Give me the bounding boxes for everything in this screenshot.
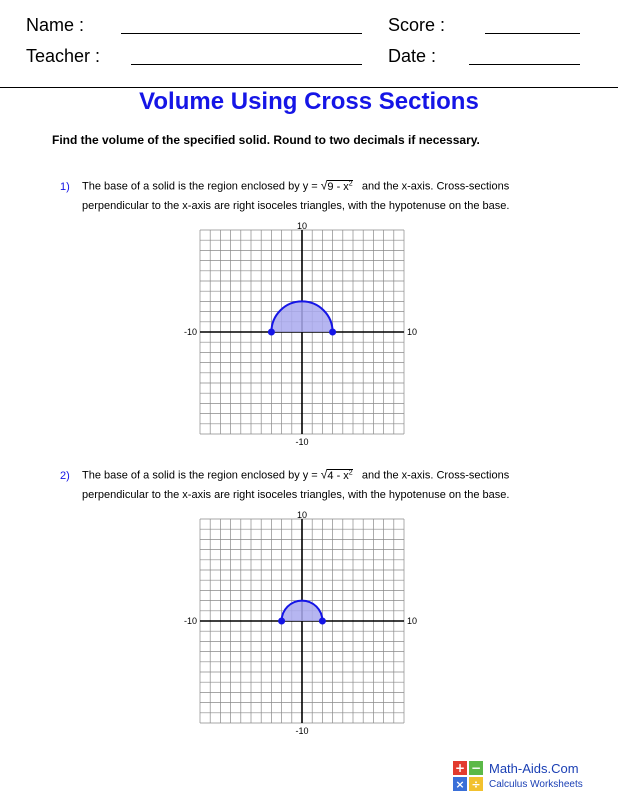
x-min-label: -10 bbox=[183, 327, 197, 337]
exponent: 2 bbox=[348, 180, 353, 187]
operations-icon bbox=[453, 761, 483, 791]
problem-text: The base of a solid is the region enclosed by y = bbox=[82, 180, 318, 193]
page-title: Volume Using Cross Sections bbox=[139, 88, 479, 115]
problem-text-end: and the x-axis. Cross-sections bbox=[361, 469, 510, 482]
shaded-region bbox=[271, 301, 332, 332]
graph-1 bbox=[180, 220, 430, 450]
sqrt-icon: √ bbox=[320, 467, 328, 482]
sqrt-icon: √ bbox=[320, 178, 328, 193]
svg-text:−: − bbox=[470, 761, 482, 775]
x-max-label: 10 bbox=[407, 327, 418, 337]
problem-number: 2) bbox=[60, 469, 70, 482]
svg-text:÷: ÷ bbox=[471, 778, 481, 791]
x-max-label: 10 bbox=[407, 616, 418, 626]
teacher-label: Teacher : bbox=[26, 46, 101, 66]
shaded-region bbox=[282, 601, 323, 621]
instructions: Find the volume of the specified solid. Round to two decimals if necessary. bbox=[52, 133, 480, 147]
brand-name: Math-Aids.Com bbox=[489, 761, 579, 776]
y-max-label: 10 bbox=[296, 510, 308, 520]
problem-2-line-2: perpendicular to the x-axis are right isoceles triangles, with the hypotenuse on the base. bbox=[82, 488, 510, 501]
problem-text-end: and the x-axis. Cross-sections bbox=[361, 180, 510, 193]
problem-1-line-2: perpendicular to the x-axis are right isoceles triangles, with the hypotenuse on the base. bbox=[82, 199, 510, 212]
y-max-label: 10 bbox=[296, 221, 308, 231]
y-min-label: -10 bbox=[295, 437, 309, 447]
date-field[interactable] bbox=[469, 64, 580, 65]
problem-1-line-1 bbox=[60, 174, 509, 197]
teacher-field[interactable] bbox=[131, 64, 362, 65]
name-label: Name : bbox=[26, 15, 85, 35]
name-field[interactable] bbox=[121, 33, 362, 34]
score-field[interactable] bbox=[485, 33, 580, 34]
radicand: $4 - x^2$ bbox=[327, 469, 353, 482]
problem-1 bbox=[60, 174, 509, 216]
problem-2 bbox=[60, 463, 509, 505]
endpoint-right bbox=[329, 329, 336, 336]
graph-2 bbox=[180, 509, 430, 739]
endpoint-left bbox=[268, 329, 275, 336]
exponent: 2 bbox=[348, 469, 353, 476]
y-min-label: -10 bbox=[295, 726, 309, 736]
math-aids-logo bbox=[453, 759, 613, 795]
problem-number: 1) bbox=[60, 180, 70, 193]
svg-text:+: + bbox=[454, 761, 466, 775]
date-label: Date : bbox=[388, 46, 437, 66]
radicand: $9 - x^2$ bbox=[327, 180, 353, 193]
endpoint-left bbox=[278, 618, 285, 625]
endpoint-right bbox=[319, 618, 326, 625]
svg-text:×: × bbox=[455, 778, 465, 791]
brand-subtitle: Calculus Worksheets bbox=[489, 779, 583, 790]
score-label: Score : bbox=[388, 15, 446, 35]
problem-2-line-1 bbox=[60, 463, 509, 486]
problem-text: The base of a solid is the region enclosed by y = bbox=[82, 469, 318, 482]
x-min-label: -10 bbox=[183, 616, 197, 626]
